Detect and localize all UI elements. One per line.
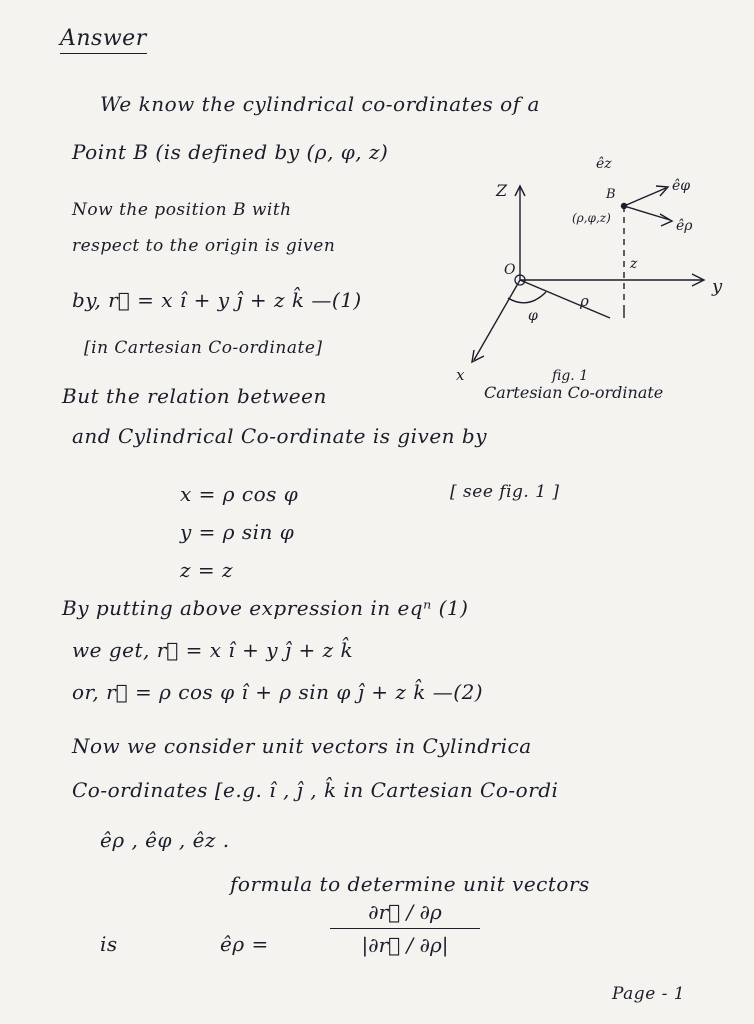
unit-vector-formula <box>330 900 480 957</box>
formula-denominator: |∂r⃗ / ∂ρ| <box>361 933 449 957</box>
cylindrical-coordinates-figure <box>420 156 740 410</box>
phi-arc <box>508 292 546 303</box>
phi-label: φ <box>528 308 538 324</box>
text-line: Now we consider unit vectors in Cylindrica <box>72 734 532 758</box>
text-line: formula to determine unit vectors <box>230 872 590 896</box>
origin-label: O <box>504 262 516 278</box>
text-line: Co-ordinates [e.g. î , ĵ , k̂ in Cartesian Co-ordi <box>72 778 559 802</box>
relation-z: z = z <box>180 558 234 582</box>
x-axis <box>474 280 520 360</box>
text-line: By putting above expression in eqⁿ (1) <box>62 596 469 620</box>
e-rho-arrow <box>660 214 672 226</box>
relation-y: y = ρ sin φ <box>180 520 295 544</box>
text-line: Point B (is defined by (ρ, φ, z) <box>72 140 389 164</box>
text-line: respect to the origin is given <box>72 236 336 256</box>
e-rho-vector <box>624 206 670 220</box>
unit-vectors-list: êρ , êφ , êz . <box>100 828 230 852</box>
page-number: Page - 1 <box>612 984 686 1004</box>
point-b-label: B <box>606 187 616 202</box>
z-axis-label: Z <box>496 181 508 200</box>
y-axis-label: y <box>712 276 723 297</box>
equation-2: or, r⃗ = ρ cos φ î + ρ sin φ ĵ + z k̂ —(2) <box>72 680 484 704</box>
text-line: is <box>100 932 118 956</box>
see-figure-note: [ see fig. 1 ] <box>450 482 560 502</box>
e-phi-vector <box>624 188 666 206</box>
x-axis-label: x <box>456 366 465 384</box>
answer-heading: Answer <box>60 26 147 54</box>
point-b-coords: (ρ,φ,z) <box>572 211 611 225</box>
relation-x: x = ρ cos φ <box>180 482 299 506</box>
point-b-dot <box>621 203 627 209</box>
equation-1: by, r⃗ = x î + y ĵ + z k̂ —(1) <box>72 288 362 312</box>
figure-caption-title: Cartesian Co-ordinate <box>484 383 664 402</box>
figure-caption-number: fig. 1 <box>552 368 589 384</box>
text-line: [in Cartesian Co-ordinate] <box>84 338 323 358</box>
text-line: we get, r⃗ = x î + y ĵ + z k̂ <box>72 638 354 662</box>
text-line: and Cylindrical Co-ordinate is given by <box>72 424 488 448</box>
e-phi-label: êφ <box>672 178 691 194</box>
formula-numerator: ∂r⃗ / ∂ρ <box>368 900 442 924</box>
fraction-bar <box>330 928 480 929</box>
rho-label: ρ <box>580 292 589 310</box>
text-line: We know the cylindrical co-ordinates of a <box>100 92 540 116</box>
text-line: êρ = <box>220 932 269 956</box>
e-z-label: êz <box>596 156 612 172</box>
z-segment-label: z <box>630 256 638 272</box>
text-line: But the relation between <box>62 384 327 408</box>
e-rho-label: êρ <box>676 218 693 234</box>
text-line: Now the position B with <box>72 200 292 220</box>
